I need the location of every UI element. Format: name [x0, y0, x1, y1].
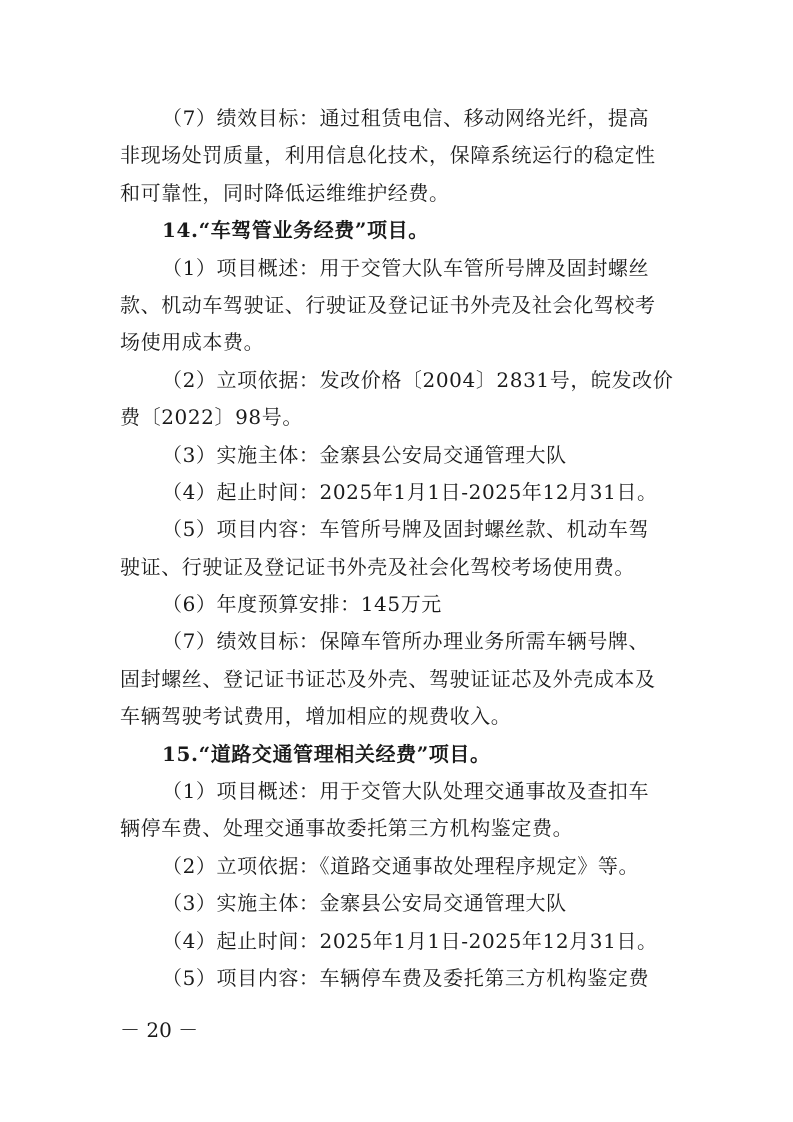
paragraph-line: 辆停车费、处理交通事故委托第三方机构鉴定费。	[120, 816, 574, 841]
paragraph-line: （7）绩效目标：通过租赁电信、移动网络光纤，提高	[162, 106, 650, 130]
paragraph-line: （6）年度预算安排：145万元	[162, 592, 442, 617]
paragraph-line: （5）项目内容：车辆停车费及委托第三方机构鉴定费	[162, 965, 650, 990]
paragraph-line: 款、机动车驾驶证、行驶证及登记证书外壳及社会化驾校考	[120, 292, 656, 317]
paragraph-line: 和可靠性，同时降低运维维护经费。	[120, 180, 450, 205]
paragraph-line: （7）绩效目标：保障车管所办理业务所需车辆号牌、	[162, 629, 650, 654]
section-heading: 15.“道路交通管理相关经费”项目。	[162, 741, 491, 766]
paragraph-line: 非现场处罚质量，利用信息化技术，保障系统运行的稳定性	[120, 143, 656, 168]
page-body	[120, 100, 680, 997]
paragraph-line: （2）立项依据：《道路交通事故处理程序规定》等。	[162, 853, 640, 878]
paragraph-line: （5）项目内容：车管所号牌及固封螺丝款、机动车驾	[162, 517, 650, 542]
paragraph-line: （3）实施主体：金寨县公安局交通管理大队	[162, 442, 567, 467]
paragraph-line: 费〔2022〕98号。	[120, 405, 303, 430]
paragraph-line: （4）起止时间：2025年1月1日-2025年12月31日。	[162, 479, 658, 504]
paragraph-line: （1）项目概述：用于交管大队处理交通事故及查扣车	[162, 779, 650, 804]
page-number: － 20 －	[120, 1018, 199, 1042]
paragraph-line: 场使用成本费。	[120, 330, 265, 355]
paragraph-line: 驶证、行驶证及登记证书外壳及社会化驾校考场使用费。	[120, 554, 635, 579]
paragraph-line: （3）实施主体：金寨县公安局交通管理大队	[162, 891, 567, 916]
section-heading: 14.“车驾管业务经费”项目。	[162, 218, 429, 243]
paragraph-line: （2）立项依据：发改价格〔2004〕2831号，皖发改价	[162, 367, 674, 392]
paragraph-line: 固封螺丝、登记证书证芯及外壳、驾驶证证芯及外壳成本及	[120, 666, 656, 691]
paragraph-line: （1）项目概述：用于交管大队车管所号牌及固封螺丝	[162, 255, 650, 280]
paragraph-line: （4）起止时间：2025年1月1日-2025年12月31日。	[162, 928, 658, 953]
paragraph-line: 车辆驾驶考试费用，增加相应的规费收入。	[120, 704, 512, 729]
